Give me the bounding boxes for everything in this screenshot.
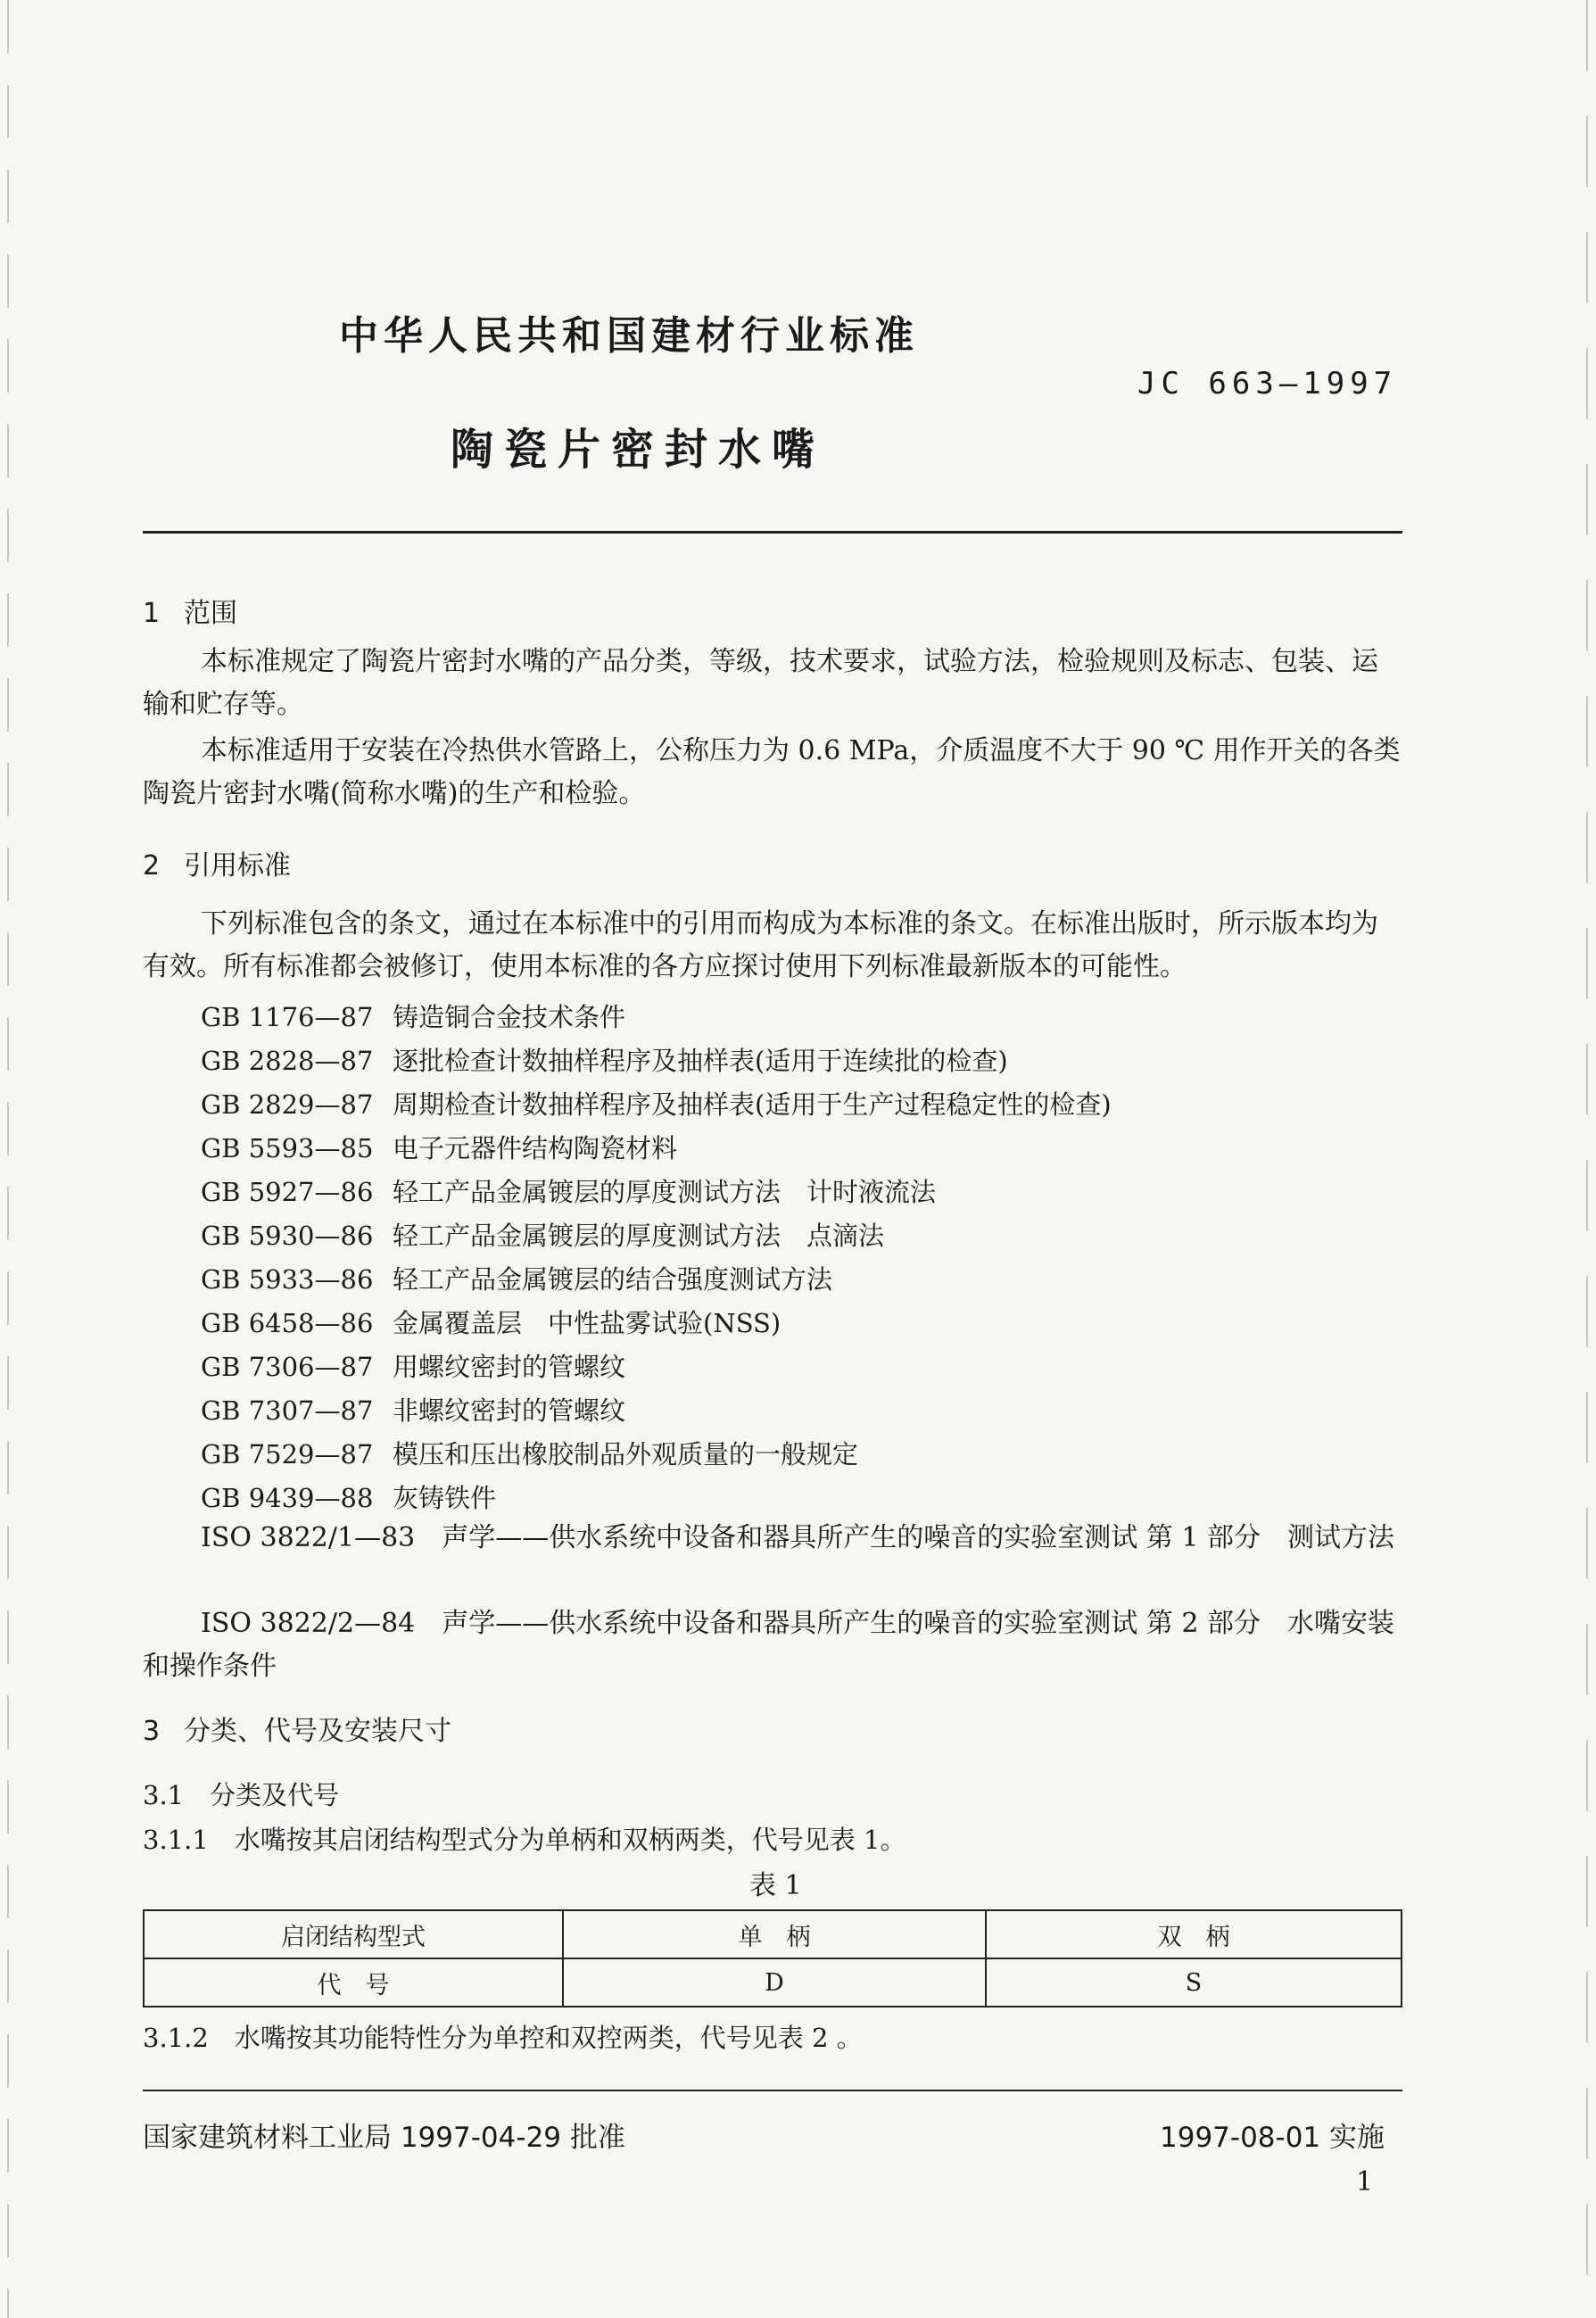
- scan-edge-right: [1586, 0, 1588, 2318]
- table-1-caption: 表 1: [749, 1870, 802, 1901]
- section-2-intro: 下列标准包含的条文，通过在本标准中的引用而构成为本标准的条文。在标准出版时，所示版本均为有效。所有标准都会被修订，使用本标准的各方应探讨使用下列标准最新版本的可能性。: [143, 908, 1378, 982]
- header-rule: [143, 531, 1402, 534]
- iso-reference-1: ISO 3822/1—83 声学——供水系统中设备和器具所产生的噪音的实验室测试 第 1 部分 测试方法: [201, 1522, 1394, 1553]
- reference-item: [201, 1129, 677, 1165]
- footer-rule: [143, 2090, 1402, 2091]
- reference-title: 模压和压出橡胶制品外观质量的一般规定: [393, 1439, 859, 1469]
- reference-code: GB 1176—87: [201, 1002, 374, 1032]
- reference-item: [201, 1391, 625, 1428]
- reference-title: 非螺纹密封的管螺纹: [393, 1395, 626, 1426]
- section-title: 范围: [184, 598, 237, 629]
- reference-item: [201, 1172, 936, 1209]
- reference-code: GB 5927—86: [201, 1177, 374, 1207]
- section-3-heading: [143, 1709, 451, 1748]
- clause-3-1-1: 3.1.1 水嘴按其启闭结构型式分为单柄和双柄两类，代号见表 1。: [143, 1825, 906, 1855]
- table-cell: 代 号: [144, 1958, 563, 2007]
- section-title: 分类、代号及安装尺寸: [184, 1716, 451, 1747]
- reference-title: 灰铸铁件: [393, 1483, 497, 1513]
- reference-item: [201, 1041, 1008, 1078]
- reference-title: 电子元器件结构陶瓷材料: [393, 1133, 678, 1163]
- reference-title: 铸造铜合金技术条件: [393, 1002, 626, 1032]
- standard-title: 中华人民共和国建材行业标准: [339, 313, 919, 359]
- table-row: [144, 1958, 1402, 2007]
- section-number: 2: [143, 850, 161, 882]
- reference-title: 逐批检查计数抽样程序及抽样表(适用于连续批的检查): [393, 1046, 1008, 1076]
- reference-code: GB 9439—88: [201, 1483, 374, 1513]
- section-1-paragraph-1: 本标准规定了陶瓷片密封水嘴的产品分类，等级，技术要求，试验方法，检验规则及标志、包装、运输和贮存等。: [143, 646, 1378, 720]
- reference-item: [201, 1216, 884, 1253]
- clause-3-1-2: 3.1.2 水嘴按其功能特性分为单控和双控两类，代号见表 2 。: [143, 2023, 863, 2053]
- reference-code: GB 2829—87: [201, 1089, 374, 1120]
- section-number: 1: [143, 598, 161, 629]
- page-number: 1: [1356, 2166, 1374, 2198]
- section-number: 3: [143, 1716, 161, 1747]
- effective-date: 1997-08-01 实施: [1160, 2122, 1385, 2154]
- reference-item: [201, 1435, 858, 1471]
- document-title: 陶瓷片密封水嘴: [451, 425, 826, 475]
- reference-code: GB 2828—87: [201, 1046, 374, 1076]
- section-1-paragraph-2: 本标准适用于安装在冷热供水管路上，公称压力为 0.6 MPa，介质温度不大于 90 ℃ 用作开关的各类陶瓷片密封水嘴(简称水嘴)的生产和检验。: [143, 735, 1401, 809]
- reference-code: GB 5593—85: [201, 1133, 374, 1163]
- reference-item: [201, 1085, 1112, 1122]
- table-cell: D: [563, 1958, 986, 2007]
- reference-code: GB 7529—87: [201, 1439, 374, 1469]
- reference-title: 轻工产品金属镀层的结合强度测试方法: [393, 1264, 833, 1295]
- reference-item: [201, 1347, 625, 1384]
- reference-code: GB 5933—86: [201, 1264, 374, 1295]
- reference-title: 用螺纹密封的管螺纹: [393, 1352, 626, 1382]
- reference-title: 周期检查计数抽样程序及抽样表(适用于生产过程稳定性的检查): [393, 1089, 1112, 1120]
- iso-reference-2: ISO 3822/2—84 声学——供水系统中设备和器具所产生的噪音的实验室测试 第 2 部分 水嘴安装和操作条件: [143, 1608, 1394, 1682]
- standard-code: JC 663—1997: [1137, 366, 1398, 402]
- table-row: [144, 1910, 1402, 1958]
- scan-edge-left: [7, 0, 9, 2318]
- table-cell: S: [986, 1958, 1402, 2007]
- reference-item: [201, 998, 625, 1034]
- section-title: 引用标准: [184, 850, 291, 882]
- reference-title: 金属覆盖层 中性盐雾试验(NSS): [393, 1308, 781, 1338]
- reference-item: [201, 1260, 832, 1296]
- table-1: [143, 1909, 1402, 2008]
- reference-item: [201, 1478, 496, 1515]
- section-1-heading: [143, 591, 237, 630]
- reference-code: GB 7306—87: [201, 1352, 374, 1382]
- section-2-heading: [143, 843, 291, 882]
- reference-title: 轻工产品金属镀层的厚度测试方法 计时液流法: [393, 1177, 937, 1207]
- table-cell: 双 柄: [986, 1910, 1402, 1958]
- table-cell: 单 柄: [563, 1910, 986, 1958]
- reference-item: [201, 1304, 781, 1340]
- table-cell: 启闭结构型式: [144, 1910, 563, 1958]
- subsection-3-1: 3.1 分类及代号: [143, 1780, 340, 1810]
- reference-code: GB 7307—87: [201, 1395, 374, 1426]
- reference-code: GB 5930—86: [201, 1221, 374, 1251]
- reference-code: GB 6458—86: [201, 1308, 374, 1338]
- approval-line: 国家建筑材料工业局 1997-04-29 批准: [143, 2122, 625, 2154]
- reference-title: 轻工产品金属镀层的厚度测试方法 点滴法: [393, 1221, 885, 1251]
